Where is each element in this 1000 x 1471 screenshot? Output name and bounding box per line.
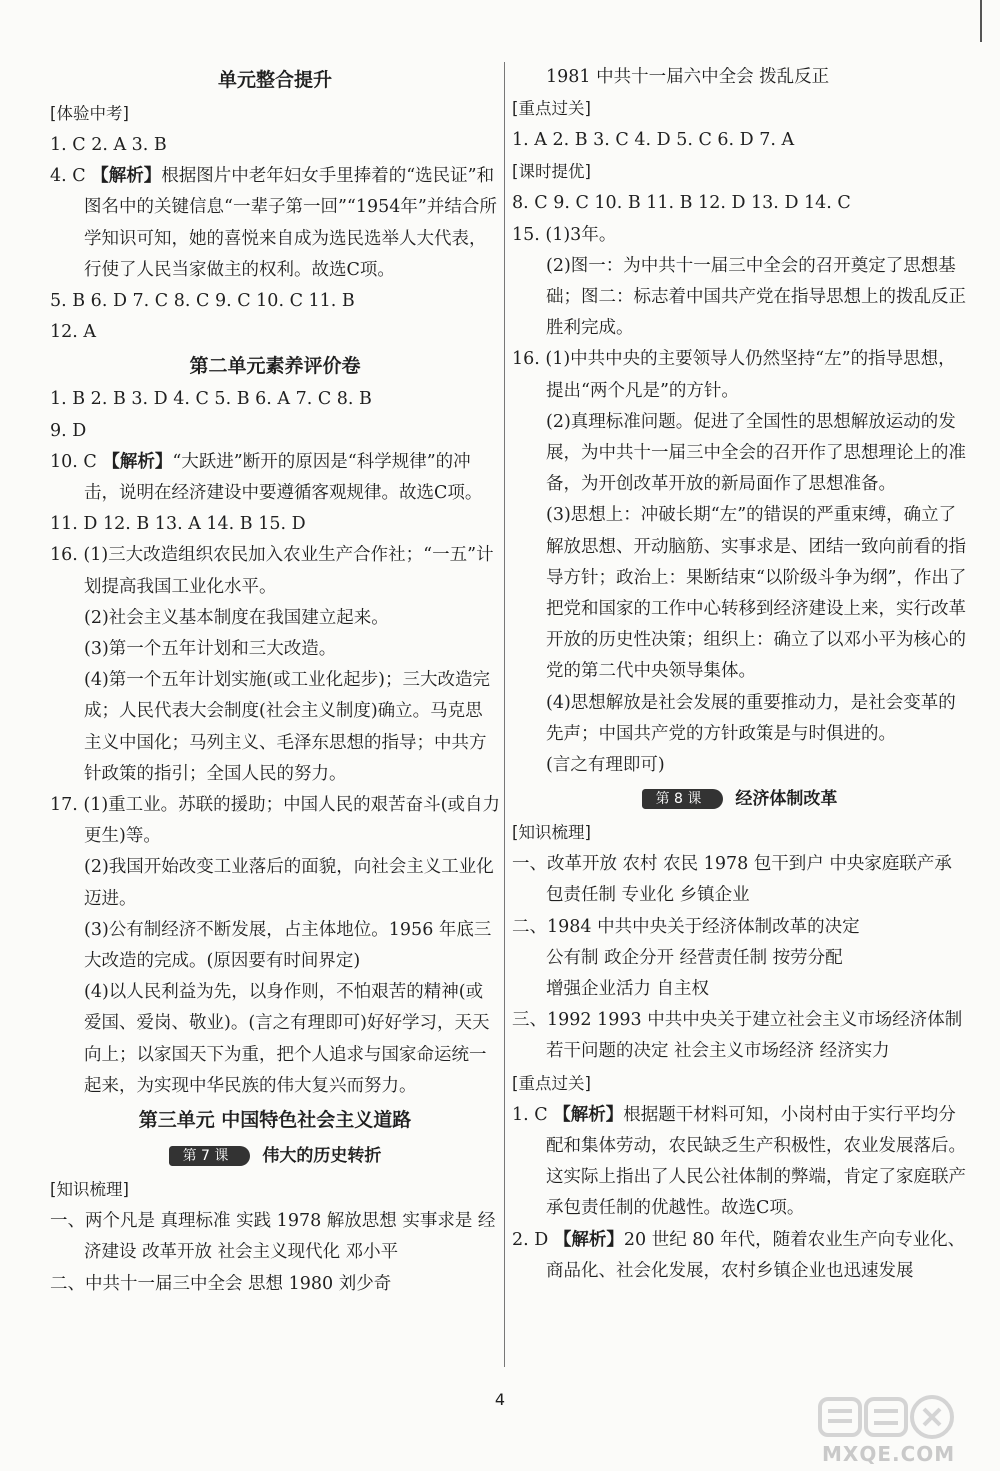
subheading-key-points: [ 重点过关 ] bbox=[512, 1068, 967, 1100]
answer-number: 4. C bbox=[50, 166, 92, 187]
column-divider bbox=[504, 62, 505, 1367]
analysis-text: 20 世纪 80 年代，随着农业生产向专业化、商品化、社会化发展，农村乡镇企业也迅速发展 bbox=[546, 1229, 966, 1281]
analysis-tag: 【解析】 bbox=[553, 1104, 624, 1125]
lesson-tag: 第 8 课 bbox=[642, 789, 724, 809]
answer-item-2 bbox=[512, 1225, 967, 1287]
answer-item-17-1: 17. (1)重工业。苏联的援助；中国人民的艰苦奋斗(或自力更生)等。 bbox=[50, 795, 501, 847]
answer-item-16-1: 16. (1)中共中央的主要领导人仍然坚持“左”的指导思想，提出“两个凡是”的方针。 bbox=[512, 349, 956, 401]
lesson-tag: 第 7 课 bbox=[169, 1146, 251, 1166]
analysis-text: “大跃进”断开的原因是“科学规律”的冲击，说明在经济建设中要遵循客观规律。故选C项。 bbox=[84, 451, 483, 504]
subheading-knowledge: [ 知识梳理 ] bbox=[50, 1174, 500, 1206]
lesson-name: 伟大的历史转折 bbox=[262, 1146, 382, 1167]
section-title-unit3: 第三单元 中国特色社会主义道路 bbox=[138, 1109, 412, 1132]
answer-item-16-3: (3)思想上：冲破长期“左”的错误的严重束缚，确立了解放思想、开动脑筋、实事求是、团结一致向前看的指导方针；政治上：果断结束“以阶级斗争为纲”，作出了把党和国家的工作中心转移到经济建设上来，实行改革开放的历史性决策；组织上：确立了以邓小平为核心的党的第二代中央领导集体。 bbox=[546, 505, 967, 682]
knowledge-item-1: 一、改革开放 农村 农民 1978 包干到户 中央家庭联产承包责任制 专业化 乡镇企业 bbox=[512, 854, 952, 906]
knowledge-item-2: 二、1984 中共中央关于经济体制改革的决定 bbox=[512, 916, 860, 937]
answer-line: 12. A bbox=[50, 322, 97, 343]
answer-line: 1. A 2. B 3. C 4. D 5. C 6. D 7. A bbox=[512, 130, 795, 151]
answer-number: 1. C bbox=[512, 1104, 554, 1125]
subheading-knowledge: [ 知识梳理 ] bbox=[512, 817, 967, 849]
knowledge-continued: 1981 中共十一届六中全会 拨乱反正 bbox=[546, 67, 830, 87]
answer-item-16-4: (4)第一个五年计划实施(或工业化起步)；三大改造完成；人民代表大会制度(社会主义制度)确立。马克思主义中国化；马列主义、毛泽东思想的指导；中共方针政策的指引；全国人民的努力。 bbox=[84, 670, 490, 784]
answer-line: 9. D bbox=[50, 420, 87, 441]
answer-item-16-3: (3)第一个五年计划和三大改造。 bbox=[84, 639, 337, 660]
lesson-name: 经济体制改革 bbox=[735, 789, 838, 810]
answer-line: 1. C 2. A 3. B bbox=[50, 135, 167, 155]
answer-item-15-1: 15. (1)3年。 bbox=[512, 224, 617, 245]
answer-note: (言之有理即可) bbox=[546, 755, 665, 776]
page-number: 4 bbox=[494, 1390, 506, 1409]
analysis-tag: 【解析】 bbox=[91, 166, 162, 187]
answer-item-10 bbox=[50, 447, 500, 509]
subheading-exam-experience: [ 体验中考 ] bbox=[50, 98, 500, 130]
watermark-text: MXQE.COM bbox=[822, 1442, 956, 1466]
lesson-7-header bbox=[50, 1138, 500, 1174]
answer-line: 1. B 2. B 3. D 4. C 5. B 6. A 7. C 8. B bbox=[50, 389, 372, 410]
answer-line: 11. D 12. B 13. A 14. B 15. D bbox=[50, 514, 306, 535]
answer-item-17-4: (4)以人民利益为先，以身作则，不怕艰苦的精神(或爱国、爱岗、敬业)。(言之有理即可)好好学习，天天向上；以家国天下为重，把个人追求与国家命运统一起来，为实现中华民族的伟大复兴而努力。 bbox=[84, 982, 490, 1096]
subheading-improvement: [ 课时提优 ] bbox=[512, 156, 967, 188]
answer-item-1 bbox=[512, 1100, 967, 1225]
answer-item-17-3: (3)公有制经济不断发展，占主体地位。1956 年底三大改造的完成。(原因要有时间界定) bbox=[84, 919, 492, 972]
knowledge-item-1: 一、两个凡是 真理标准 实践 1978 解放思想 实事求是 经济建设 改革开放 社会主义现代化 邓小平 bbox=[50, 1211, 496, 1263]
answer-item-15-2: (2)图一：为中共十一届三中全会的召开奠定了思想基础；图二：标志着中国共产党在指导思想上的拨乱反正胜利完成。 bbox=[546, 255, 966, 339]
lesson-8-header bbox=[512, 781, 967, 817]
answer-item-16-1: 16. (1)三大改造组织农民加入农业生产合作社；“一五”计划提高我国工业化水平。 bbox=[50, 545, 494, 597]
knowledge-item-2c: 增强企业活力 自主权 bbox=[546, 979, 710, 1000]
answer-line: 5. B 6. D 7. C 8. C 9. C 10. C 11. B bbox=[50, 291, 355, 312]
knowledge-item-2: 二、中共十一届三中全会 思想 1980 刘少奇 bbox=[50, 1273, 392, 1294]
left-column bbox=[50, 62, 500, 1300]
answer-item-4 bbox=[50, 161, 500, 286]
analysis-text: 根据题干材料可知，小岗村由于实行平均分配和集体劳动，农民缺乏生产积极性，农业发展落后。这实际上指出了人民公社体制的弊端，肯定了家庭联产承包责任制的优越性。故选C项。 bbox=[546, 1104, 966, 1219]
subheading-key-points: [ 重点过关 ] bbox=[512, 93, 967, 125]
answer-line: 8. C 9. C 10. B 11. B 12. D 13. D 14. C bbox=[512, 193, 851, 214]
answer-item-16-2: (2)真理标准问题。促进了全国性的思想解放运动的发展，为中共十一届三中全会的召开作了思想理论上的准备，为开创改革开放的新局面作了思想准备。 bbox=[546, 411, 966, 495]
section-title-unit-review: 单元整合提升 bbox=[217, 69, 332, 91]
analysis-tag: 【解析】 bbox=[102, 451, 173, 472]
answer-item-16-2: (2)社会主义基本制度在我国建立起来。 bbox=[84, 607, 389, 628]
knowledge-item-2b: 公有制 政企分开 经营责任制 按劳分配 bbox=[546, 947, 843, 968]
edge-mark bbox=[980, 0, 982, 42]
analysis-text: 根据图片中老年妇女手里捧着的“选民证”和图名中的关键信息“一辈子第一回”“1954年”并结合所学知识可知，她的喜悦来自成为选民选举人大代表，行使了人民当家做主的权利。故选C项。 bbox=[84, 166, 497, 280]
section-title-unit2-test: 第二单元素养评价卷 bbox=[189, 355, 361, 378]
answer-item-17-2: (2)我国开始改变工业落后的面貌，向社会主义工业化迈进。 bbox=[84, 857, 494, 909]
answer-number: 10. C bbox=[50, 451, 103, 472]
answer-item-16-4: (4)思想解放是社会发展的重要推动力，是社会变革的先声；中国共产党的方针政策是与时俱进的。 bbox=[546, 692, 956, 744]
answer-number: 2. D bbox=[512, 1229, 554, 1250]
right-column bbox=[512, 62, 967, 1287]
knowledge-item-3: 三、1992 1993 中共中央关于建立社会主义市场经济体制若干问题的决定 社会主义市场经济 经济实力 bbox=[512, 1010, 963, 1062]
analysis-tag: 【解析】 bbox=[553, 1229, 624, 1250]
